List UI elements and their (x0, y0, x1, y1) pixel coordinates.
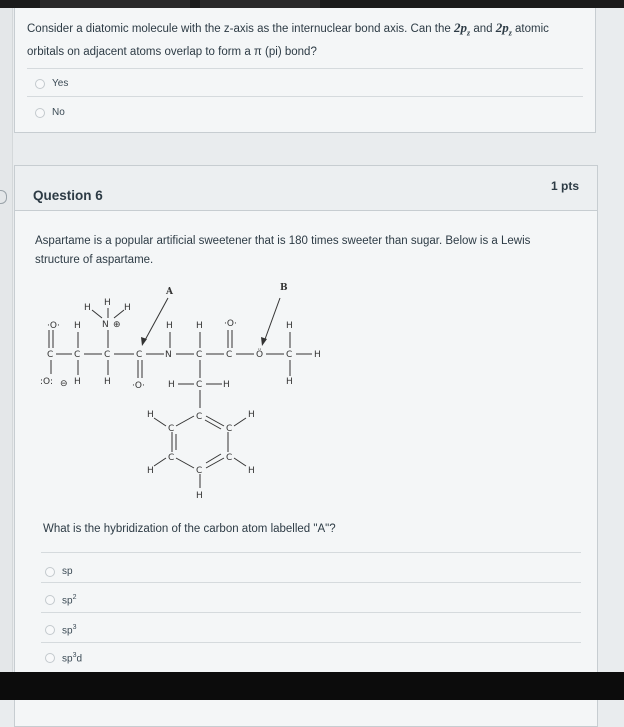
radio-button[interactable] (45, 595, 55, 605)
svg-text:C: C (104, 350, 111, 360)
radio-button[interactable] (45, 653, 55, 663)
svg-text:H: H (248, 466, 255, 476)
svg-text:A: A (166, 287, 173, 297)
question-points: 1 pts (550, 179, 579, 193)
svg-text:⊖: ⊖ (60, 379, 68, 389)
answer-option-sp3d[interactable] (45, 652, 82, 664)
svg-text:·O·: ·O· (224, 319, 237, 329)
browser-top-bar (0, 0, 624, 8)
svg-text:H: H (74, 321, 81, 331)
divider (41, 582, 581, 583)
svg-text:C: C (136, 350, 143, 360)
question-text-part: atomic orbitals on adjacent atoms overlap to form a π (pi) bond? (27, 23, 549, 58)
svg-text:C: C (196, 466, 203, 476)
svg-text:C: C (196, 350, 203, 360)
option-label: sp (62, 566, 73, 577)
radio-button[interactable] (45, 625, 55, 635)
option-label: $sp^3$ (62, 624, 77, 637)
option-label: Yes (52, 78, 69, 89)
svg-text:H: H (104, 298, 111, 308)
divider (41, 552, 581, 553)
svg-text:H: H (286, 321, 293, 331)
svg-text::O:: :O: (40, 377, 53, 387)
svg-text:H: H (124, 303, 131, 313)
svg-text:H: H (168, 380, 175, 390)
svg-text:N: N (165, 350, 172, 360)
radio-button[interactable] (35, 108, 45, 118)
divider (27, 68, 583, 69)
svg-text:H: H (286, 377, 293, 387)
svg-text:H: H (196, 321, 203, 331)
radio-button[interactable] (45, 567, 55, 577)
question-5-card (14, 8, 596, 133)
svg-text:·O·: ·O· (47, 321, 60, 331)
svg-text:H: H (196, 491, 203, 500)
svg-text:H: H (104, 377, 111, 387)
screen-bezel (0, 672, 624, 700)
option-label: $sp^2$ (62, 594, 77, 607)
option-label: No (52, 107, 65, 118)
orbital-2pz: $2p_z$ (454, 20, 471, 38)
question-6-header (15, 166, 597, 211)
question-text-part: Consider a diatomic molecule with the z-axis as the internuclear bond axis. Can the (27, 23, 454, 35)
answer-option-sp3[interactable] (45, 624, 76, 636)
svg-text:C: C (168, 424, 175, 434)
answer-option-sp2[interactable] (45, 594, 76, 606)
browser-tab[interactable] (40, 0, 190, 8)
question-text-part: and (470, 23, 496, 35)
orbital-2pz: $2p_z$ (495, 20, 512, 38)
divider (27, 96, 583, 97)
svg-text:H: H (147, 410, 154, 420)
option-label: $sp^3d$ (62, 652, 83, 665)
svg-text:H: H (223, 380, 230, 390)
svg-text:C: C (196, 412, 203, 422)
svg-text:C: C (286, 350, 293, 360)
svg-text:C: C (74, 350, 81, 360)
svg-text:C: C (196, 380, 203, 390)
svg-text:H: H (166, 321, 173, 331)
question-6-intro: Aspartame is a popular artificial sweetener that is 180 times sweeter than sugar. Below is a Lewis structure of aspartame. (35, 235, 531, 266)
aspartame-lewis-structure (22, 280, 332, 500)
svg-text:·O·: ·O· (132, 381, 145, 391)
svg-text:H: H (314, 350, 321, 360)
svg-text:C: C (168, 453, 175, 463)
svg-text:H: H (248, 410, 255, 420)
svg-text:⊕: ⊕ (113, 320, 121, 330)
answer-option-no[interactable] (35, 107, 65, 118)
answer-option-yes[interactable] (35, 78, 68, 89)
browser-tab[interactable] (200, 0, 320, 8)
svg-text:H: H (147, 466, 154, 476)
question-5-text (27, 18, 587, 62)
answer-option-sp[interactable] (45, 566, 73, 577)
svg-text:C: C (226, 424, 233, 434)
question-title: Question 6 (33, 188, 103, 203)
left-rail (0, 8, 13, 700)
divider (41, 612, 581, 613)
svg-text:C: C (47, 350, 54, 360)
svg-text:C: C (226, 453, 233, 463)
svg-text:H: H (84, 303, 91, 313)
svg-text:Ö: Ö (256, 350, 264, 360)
svg-text:N: N (102, 320, 109, 330)
svg-text:B: B (280, 283, 288, 293)
question-6-prompt: What is the hybridization of the carbon atom labelled "A"? (43, 523, 336, 535)
radio-button[interactable] (35, 79, 45, 89)
svg-text:H: H (74, 377, 81, 387)
svg-text:C: C (226, 350, 233, 360)
divider (41, 642, 581, 643)
